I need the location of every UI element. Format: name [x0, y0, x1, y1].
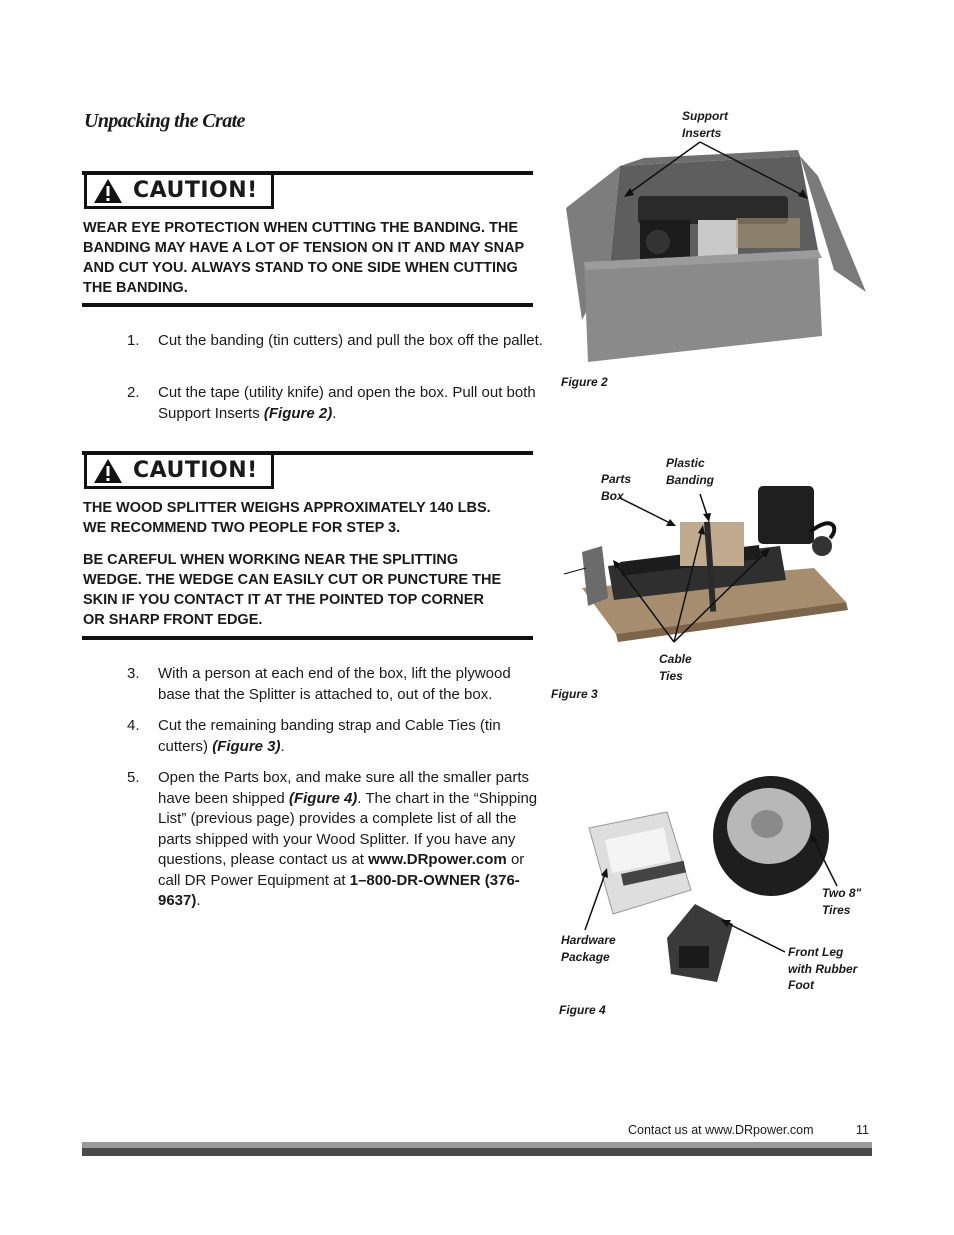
callout-line: Foot: [788, 978, 814, 992]
caution-box-banding: [82, 171, 533, 311]
callout-line: Tires: [822, 902, 851, 917]
warning-icon: [93, 458, 123, 484]
callout-line: Ties: [659, 668, 683, 683]
website-link[interactable]: www.DRpower.com: [368, 851, 507, 868]
step-text-part: Cut the tape (utility knife) and open the box. Pull out both Support Inserts: [158, 384, 536, 422]
callout-line: Front Leg: [788, 945, 844, 959]
callout-hardware-package: [561, 932, 616, 965]
callout-line: Support: [682, 109, 728, 123]
step-text-part: .: [280, 737, 285, 755]
callout-support-inserts: [682, 108, 728, 141]
caution-text: CAUTION!: [133, 178, 258, 203]
figure-3-caption: Figure 3: [551, 687, 598, 701]
callout-cable-ties: [659, 651, 692, 684]
caution-text: CAUTION!: [133, 458, 258, 483]
caution-label: [84, 175, 274, 209]
callout-line: Cable: [659, 652, 692, 666]
step-item: [127, 768, 547, 918]
figure-4-caption: Figure 4: [559, 1003, 606, 1017]
figure-reference: (Figure 2): [263, 404, 333, 422]
step-item: [127, 331, 547, 373]
footer-contact: Contact us at www.DRpower.com: [628, 1123, 814, 1137]
caution-bottom-rule: [82, 303, 533, 307]
step-text-part: . The chart in the “Shipping List” (previous page) provides a complete list of all the parts shipped with your Wood Splitter. If you have any questions, please contact us at: [158, 789, 538, 868]
step-number: 4.: [127, 717, 140, 734]
caution-paragraph: WEAR EYE PROTECTION WHEN CUTTING THE BANDING. THE BANDING MAY HAVE A LOT OF TENSION ON IT AND MAY SNAP AND CUT YOU. ALWAYS STAND TO ONE SIDE WHEN CUTTING THE BANDING.: [83, 220, 524, 296]
callout-parts-box: [601, 471, 631, 504]
step-text-part: .: [332, 404, 337, 422]
section-title: Unpacking the Crate: [84, 110, 245, 132]
step-number: 3.: [127, 665, 140, 682]
step-number: 2.: [127, 384, 140, 401]
caution-paragraph: THE WOOD SPLITTER WEIGHS APPROXIMATELY 140 LBS. WE RECOMMEND TWO PEOPLE FOR STEP 3.: [83, 500, 491, 536]
caution-label: [84, 455, 274, 489]
step-text-part: .: [196, 892, 201, 909]
caution-body: [83, 218, 533, 310]
step-item: [127, 664, 547, 706]
phone-number: 1–800-DR-OWNER (376-9637): [158, 871, 520, 909]
step-item: [127, 716, 547, 758]
caution-bottom-rule: [82, 636, 533, 640]
step-text: [158, 716, 530, 757]
step-number: 5.: [127, 769, 140, 786]
figure-reference: (Figure 3): [212, 737, 281, 755]
callout-front-leg: [788, 944, 857, 994]
callout-line: with Rubber: [788, 961, 858, 976]
step-text: [158, 768, 548, 912]
step-text-part: or call DR Power Equipment at: [158, 851, 525, 889]
caution-box-weight: [82, 451, 533, 643]
caution-body: [83, 498, 503, 642]
page-number: 11: [856, 1123, 869, 1137]
callout-plastic-banding: [666, 455, 714, 488]
footer-bar: [82, 1142, 872, 1156]
callout-line: Package: [561, 949, 610, 964]
callout-line: Two 8": [822, 886, 862, 900]
callout-line: Banding: [666, 472, 714, 487]
caution-paragraph: BE CAREFUL WHEN WORKING NEAR THE SPLITTING WEDGE. THE WEDGE CAN EASILY CUT OR PUNCTURE THE SKIN IF YOU CONTACT IT AT THE POINTED TOP CORNER OR SHARP FRONT EDGE.: [83, 552, 502, 628]
callout-line: Plastic: [666, 456, 705, 470]
step-text-part: Open the Parts box, and make sure all the smaller parts have been shipped: [158, 769, 530, 807]
callout-line: Hardware: [561, 933, 616, 947]
step-text: With a person at each end of the box, lift the plywood base that the Splitter is attached to, out of the box.: [158, 665, 511, 703]
callout-line: Inserts: [682, 125, 722, 140]
step-text-part: Cut the remaining banding strap and Cable Ties (tin cutters): [158, 717, 501, 755]
figure-2-caption: Figure 2: [561, 375, 608, 389]
warning-icon: [93, 178, 123, 204]
step-text: [158, 383, 548, 424]
callout-tires: [822, 885, 861, 918]
figure-reference: (Figure 4): [288, 789, 358, 807]
step-text: Cut the banding (tin cutters) and pull the box off the pallet.: [158, 332, 543, 349]
step-item: [127, 383, 547, 425]
callout-line: Box: [601, 488, 624, 503]
callout-line: Parts: [601, 472, 632, 486]
step-number: 1.: [127, 332, 140, 349]
